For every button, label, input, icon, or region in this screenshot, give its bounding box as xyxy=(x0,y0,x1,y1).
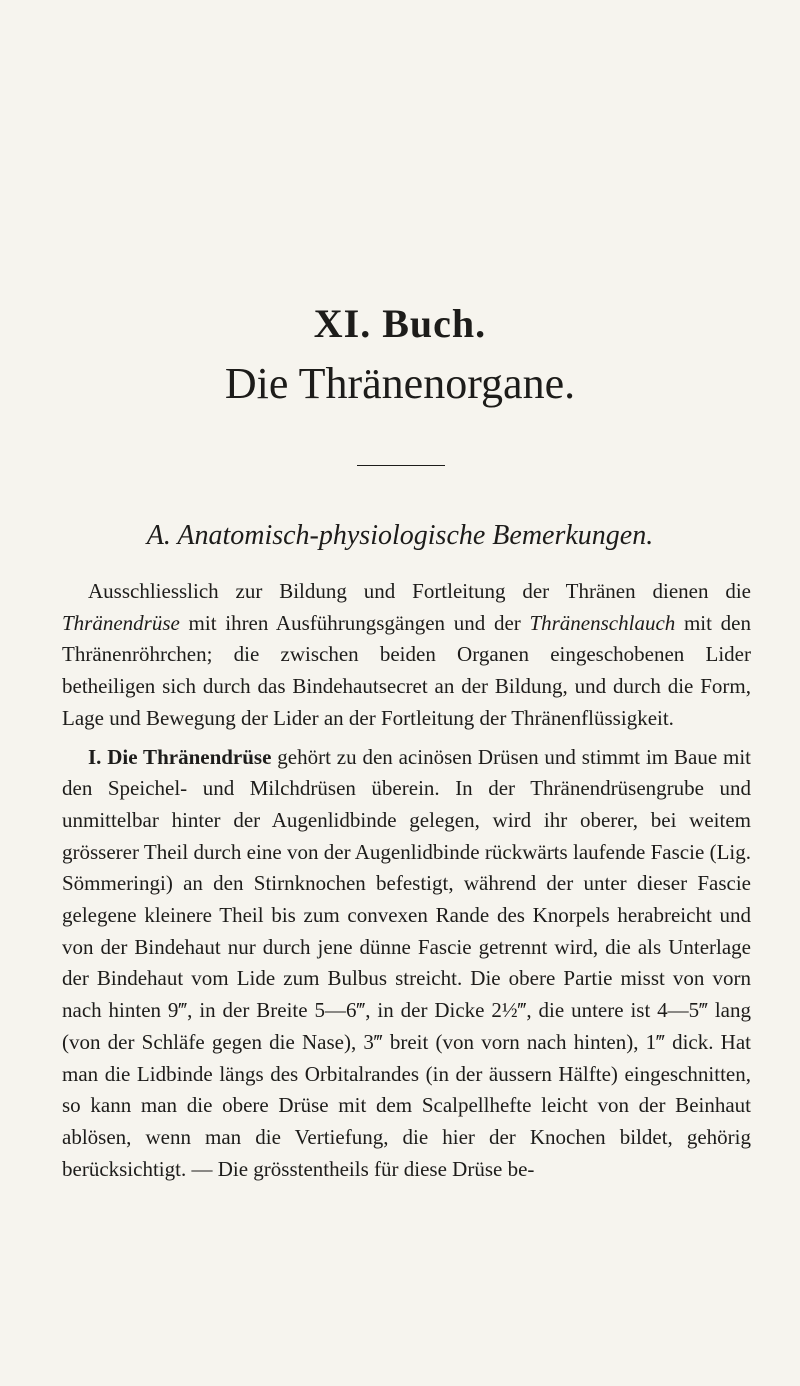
body-text xyxy=(62,576,751,1185)
title-divider xyxy=(357,465,445,466)
book-label: XI. Buch. xyxy=(313,301,487,346)
paragraph-thraenendruese-text: gehört zu den acinösen Drüsen und stimmt im Baue mit den Speichel- und Milchdrüsen überein. In der Thränendrüsengrube und unmittelbar hinter der Augenlidbinde gelegen, wird ihr oberer, bei weitem grösserer Theil durch eine von der Augenlidbinde rückwärts laufende Fascie (Lig. Sömmeringi) an den Stirnknochen befestigt, während der unter dieser Fascie gelegene kleinere Theil bis zum convexen Rande des Knorpels herabreicht und von der Bindehaut nur durch jene dünne Fascie getrennt wird, die als Unterlage der Bindehaut vom Lide zum Bulbus streicht. Die obere Partie misst von vorn nach hinten 9‴, in der Breite 5—6‴, in der Dicke 2½‴, die untere ist 4—5‴ lang (von der Schläfe gegen die Nase), 3‴ breit (von vorn nach hinten), 1‴ dick. Hat man die Lidbinde längs des Orbitalrandes (in der äussern Hälfte) eingeschnitten, so kann man die obere Drüse mit dem Scalpellhefte leicht von der Beinhaut ablösen, wenn man die Vertiefung, die hier der Knochen bildet, gehörig berücksichtigt. — Die grösstentheils für diese Drüse be- xyxy=(62,744,751,1181)
paragraph-lead: I. Die Thränendrüse xyxy=(88,744,272,769)
paragraph-intro xyxy=(62,576,751,735)
term-thraenenschlauch: Thränenschlauch xyxy=(529,610,676,635)
paragraph-intro-text-1: Ausschliesslich zur Bildung und Fortleitung der Thränen dienen die xyxy=(88,579,751,603)
paragraph-intro-text-2: mit ihren Ausführungsgängen und der xyxy=(179,610,530,635)
paragraph-intro-text-3: mit den Thränenröhrchen; die zwischen beiden Organen eingeschobenen Lider betheiligen sich durch das Bindehautsecret an der Bildung, und durch die Form, Lage und Bewegung der Lider an der Fortleitung der Thränenflüssigkeit. xyxy=(62,610,751,730)
paragraph-thraenendruese xyxy=(62,742,751,1186)
page-title: Die Thränenorgane. xyxy=(224,359,576,408)
section-heading: A. Anatomisch-physiologische Bemerkungen. xyxy=(146,520,654,551)
term-thraenendruese: Thränendrüse xyxy=(62,610,180,635)
